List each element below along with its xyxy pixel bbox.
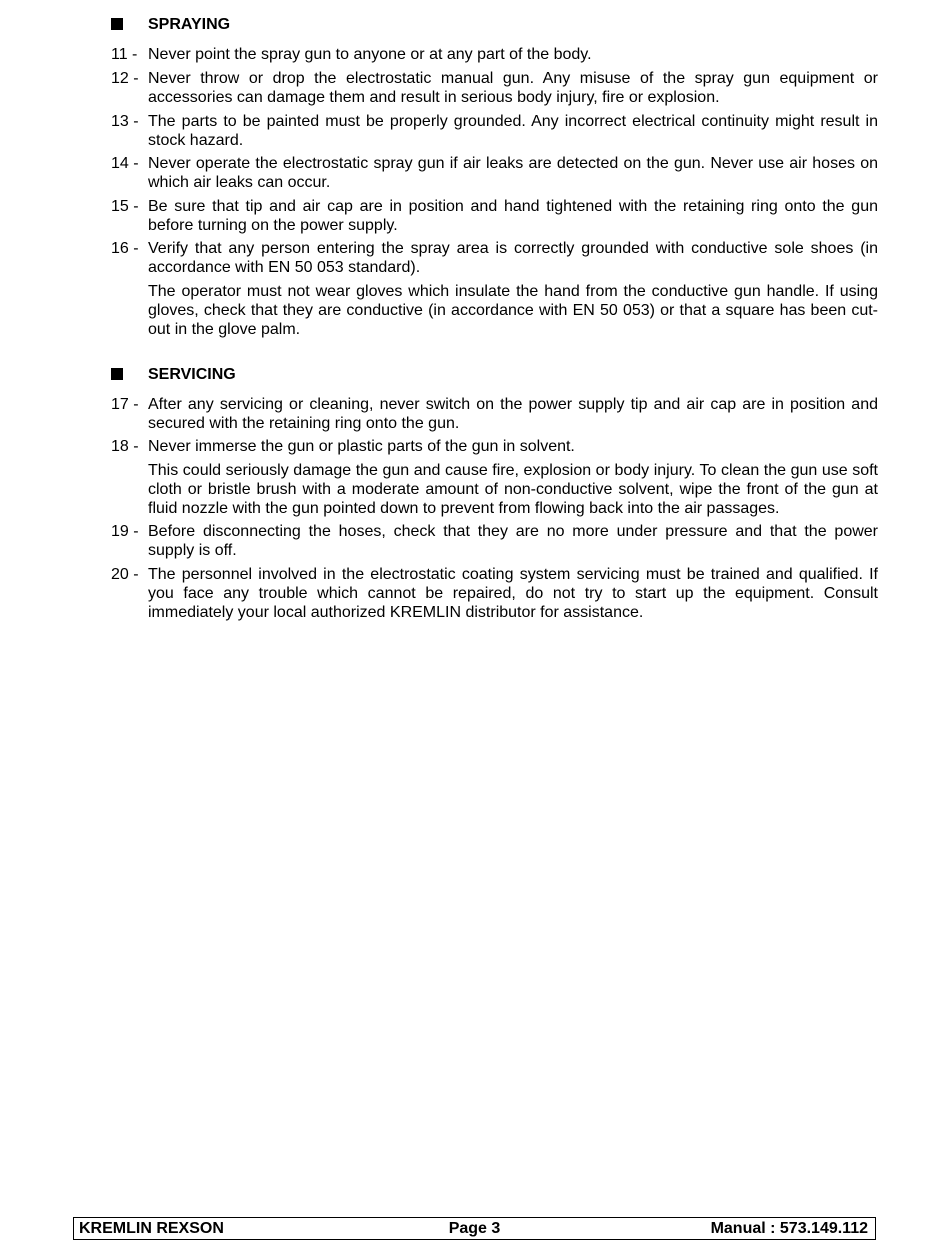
item-text: Never operate the electrostatic spray gun if air leaks are detected on the gun. Never use air hoses on which air leaks can occur. [148, 155, 878, 191]
item-text: The operator must not wear gloves which insulate the hand from the conductive gun handle. If using gloves, check that they are conductive (in accordance with EN 50 053) or that a square has been cut-out in the glove palm. [148, 283, 878, 338]
square-bullet-icon [111, 368, 123, 380]
footer-manual-number: Manual : 573.149.112 [710, 1220, 868, 1237]
item-text: Before disconnecting the hoses, check that they are no more under pressure and that the power supply is off. [148, 523, 878, 559]
footer-page-number: Page 3 [448, 1220, 501, 1237]
item-number: 19 - [111, 523, 139, 540]
item-number: 15 - [111, 198, 139, 215]
item-text: After any servicing or cleaning, never switch on the power supply tip and air cap are in position and secured with the retaining ring onto the gun. [148, 396, 878, 432]
item-text: Be sure that tip and air cap are in position and hand tightened with the retaining ring onto the gun before turning on the power supply. [148, 198, 878, 234]
item-text: Never throw or drop the electrostatic manual gun. Any misuse of the spray gun equipment or accessories can damage them and result in serious body injury, fire or explosion. [148, 70, 878, 106]
item-text: Never point the spray gun to anyone or at any part of the body. [148, 46, 592, 63]
item-number: 13 - [111, 113, 139, 130]
item-text: The parts to be painted must be properly grounded. Any incorrect electrical continuity might result in stock hazard. [148, 113, 878, 149]
item-text: Verify that any person entering the spray area is correctly grounded with conductive sole shoes (in accordance with EN 50 053 standard). [148, 240, 878, 276]
section-heading: SERVICING [148, 366, 236, 383]
section-heading: SPRAYING [148, 16, 231, 33]
page-footer [73, 1217, 876, 1240]
item-text: The personnel involved in the electrostatic coating system servicing must be trained and qualified. If you face any trouble which cannot be repaired, do not try to start up the equipment. Consult immediately your local authorized KREMLIN distributor for assistance. [148, 566, 878, 621]
item-number: 12 - [111, 70, 139, 87]
item-text: This could seriously damage the gun and cause fire, explosion or body injury. To clean the gun use soft cloth or bristle brush with a moderate amount of non-conductive solvent, wipe the front of the gun at fluid nozzle with the gun pointed down to prevent from flowing back into the air passages. [148, 462, 878, 517]
item-number: 11 - [111, 46, 138, 63]
footer-company: KREMLIN REXSON [79, 1220, 224, 1237]
item-text: Never immerse the gun or plastic parts of the gun in solvent. [148, 438, 575, 455]
item-number: 20 - [111, 566, 139, 583]
item-number: 18 - [111, 438, 139, 455]
square-bullet-icon [111, 18, 123, 30]
item-number: 17 - [111, 396, 139, 413]
item-number: 14 - [111, 155, 139, 172]
item-number: 16 - [111, 240, 139, 257]
